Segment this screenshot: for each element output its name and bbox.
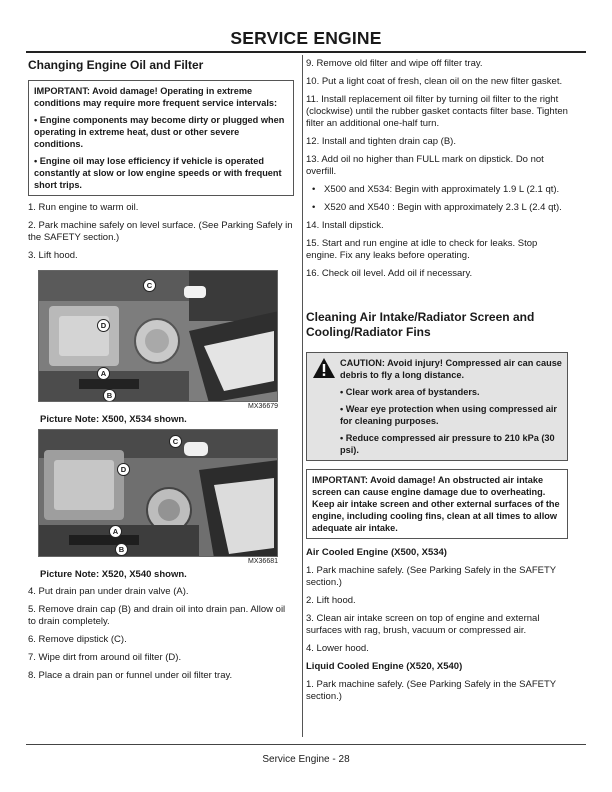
step: 2. Lift hood. (306, 595, 356, 606)
caution-box-compressed-air (306, 352, 568, 461)
caution-bullet: • Reduce compressed air pressure to 210 kPa (30 psi). (340, 433, 555, 455)
page-footer: Service Engine - 28 (262, 754, 350, 765)
step: 13. Add oil no higher than FULL mark on dipstick. Do not overfill. (306, 154, 544, 177)
right-column (306, 58, 568, 709)
column-divider (302, 55, 303, 737)
step: 16. Check oil level. Add oil if necessary. (306, 268, 473, 279)
callout-b: B (103, 389, 116, 402)
step: 1. Park machine safely. (See Parking Safely in the SAFETY section.) (306, 679, 556, 702)
step: 11. Install replacement oil filter by turning oil filter to the right (clockwise) until the rubber gasket contacts filter base. Tighten filter an additional one-half turn. (306, 94, 568, 129)
callout-a: A (109, 525, 122, 538)
oil-quantity-bullet: • X500 and X534: Begin with approximately 1.9 L (2.1 qt). (312, 184, 560, 195)
step: 6. Remove dipstick (C). (28, 634, 127, 645)
step: 15. Start and run engine at idle to check for leaks. Stop engine. Fix any leaks before operating. (306, 238, 538, 261)
step: 1. Park machine safely. (See Parking Safely in the SAFETY section.) (306, 565, 556, 588)
caution-bullet: • Wear eye protection when using compressed air for cleaning purposes. (340, 404, 557, 426)
caution-bullet: • Clear work area of bystanders. (340, 387, 480, 397)
important-lead: IMPORTANT: Avoid damage! Operating in extreme conditions may require more frequent service intervals: (34, 86, 278, 108)
step: 14. Install dipstick. (306, 220, 384, 231)
picture-note: Picture Note: X520, X540 shown. (40, 569, 187, 580)
photo-id: MX36681 (248, 558, 278, 565)
engine-photo-x520 (38, 429, 278, 557)
callout-c: C (169, 435, 182, 448)
step: 7. Wipe dirt from around oil filter (D). (28, 652, 182, 663)
oil-quantity-bullet: • X520 and X540 : Begin with approximately 2.3 L (2.4 qt). (312, 202, 562, 213)
photo-id: MX36679 (248, 403, 278, 410)
page-title: SERVICE ENGINE (230, 28, 382, 48)
callout-b: B (115, 543, 128, 556)
subheading-liquid-cooled: Liquid Cooled Engine (X520, X540) (306, 661, 463, 672)
section-heading-oil: Changing Engine Oil and Filter (28, 58, 204, 72)
step: 1. Run engine to warm oil. (28, 202, 139, 213)
caution-lead: CAUTION: Avoid injury! Compressed air can cause debris to fly a long distance. (340, 358, 562, 380)
picture-note: Picture Note: X500, X534 shown. (40, 414, 187, 425)
title-rule (26, 51, 586, 53)
subheading-air-cooled: Air Cooled Engine (X500, X534) (306, 547, 447, 558)
engine-photo-x500 (38, 270, 278, 402)
important-bullet: • Engine components may become dirty or plugged when operating in extreme heat, dust or other severe conditions. (34, 115, 285, 149)
step: 4. Put drain pan under drain valve (A). (28, 586, 189, 597)
left-column (28, 58, 294, 688)
section-heading-air-intake: Cleaning Air Intake/Radiator Screen and Cooling/Radiator Fins (306, 310, 535, 339)
callout-d: D (97, 319, 110, 332)
step: 4. Lower hood. (306, 643, 369, 654)
step: 8. Place a drain pan or funnel under oil filter tray. (28, 670, 233, 681)
step: 9. Remove old filter and wipe off filter tray. (306, 58, 483, 69)
important-box-extreme-conditions (28, 80, 294, 196)
important-bullet: • Engine oil may lose efficiency if vehicle is operated constantly at slow or low engine speeds or with frequent short trips. (34, 156, 282, 190)
callout-a: A (97, 367, 110, 380)
footer-rule (26, 744, 586, 745)
step: 3. Clean air intake screen on top of engine and external surfaces with rag, brush, vacuum or compressed air. (306, 613, 540, 636)
step: 2. Park machine safely on level surface. (See Parking Safely in the SAFETY section.) (28, 220, 293, 243)
step: 10. Put a light coat of fresh, clean oil on the new filter gasket. (306, 76, 563, 87)
step: 5. Remove drain cap (B) and drain oil into drain pan. Allow oil to drain completely. (28, 604, 286, 627)
callout-d: D (117, 463, 130, 476)
step: 12. Install and tighten drain cap (B). (306, 136, 456, 147)
important-box-air-intake: IMPORTANT: Avoid damage! An obstructed air intake screen can cause engine damage due to overheating. Keep air intake screen and other external surfaces of the engine, including cooling fins, clean at all times to allow adequate air intake. (306, 469, 568, 539)
warning-triangle-icon (312, 357, 340, 456)
callout-c: C (143, 279, 156, 292)
step: 3. Lift hood. (28, 250, 78, 261)
